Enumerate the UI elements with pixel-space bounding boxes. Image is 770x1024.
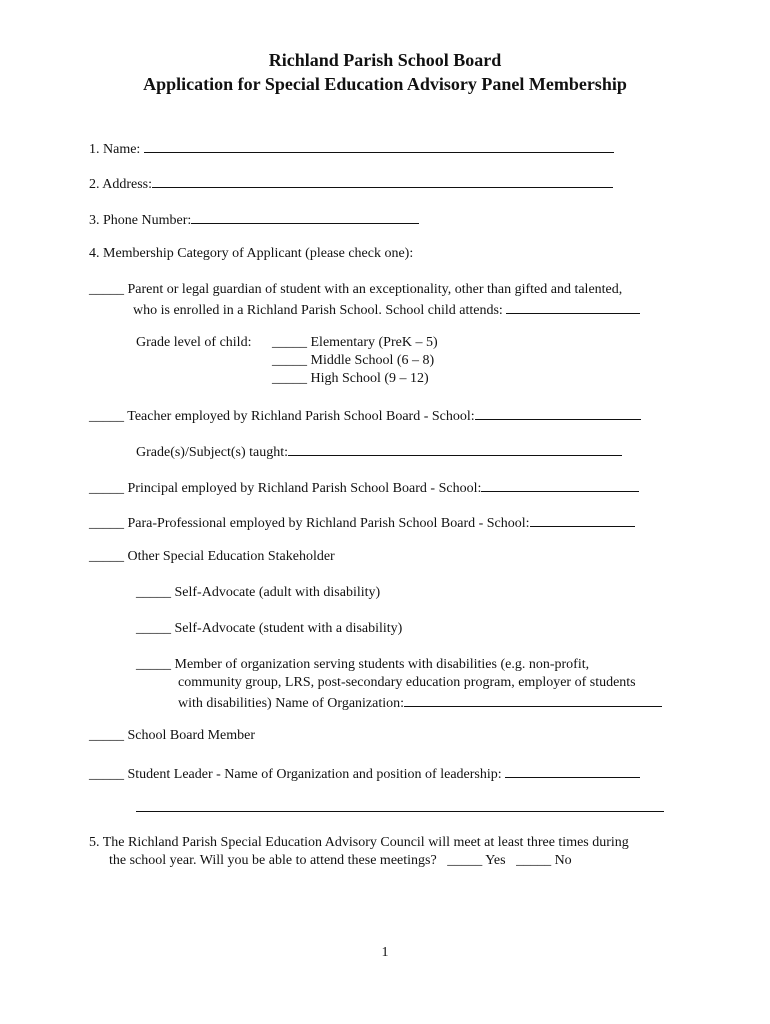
other-row [89,548,335,566]
para-row [89,512,635,533]
student-leader-field-2[interactable] [136,797,664,812]
student-leader-label: Student Leader - Name of Organization and position of leadership: [127,767,502,782]
parent-checkbox[interactable]: _____ [89,282,124,297]
self-advocate-student-label: Self-Advocate (student with a disability) [174,621,403,636]
para-school-field[interactable] [530,512,635,527]
address-row [89,173,613,194]
subject-row [136,441,622,462]
address-field[interactable] [152,173,613,188]
other-label: Other Special Education Stakeholder [127,549,335,564]
subject-label: Grade(s)/Subject(s) taught: [136,445,289,460]
board-member-row [89,727,255,745]
school-child-attends-field[interactable] [506,299,640,314]
address-label: 2. Address: [89,177,152,192]
name-label: 1. Name: [89,142,141,157]
middle-school-label: Middle School (6 – 8) [310,353,435,368]
organization-name-row [178,692,662,713]
parent-row [89,281,622,299]
teacher-label: Teacher employed by Richland Parish School Board - School: [127,409,475,424]
elementary-label: Elementary (PreK – 5) [310,335,438,350]
principal-row [89,477,639,498]
page-number: 1 [381,945,389,960]
self-advocate-adult-checkbox[interactable]: _____ [136,585,171,600]
membership-heading: 4. Membership Category of Applicant (please check one): [89,246,414,261]
self-advocate-student-row [136,620,402,638]
title-line-2: Application for Special Education Advisory Panel Membership [143,74,627,94]
phone-row [89,209,419,230]
student-leader-row [89,763,640,784]
teacher-checkbox[interactable]: _____ [89,409,124,424]
para-label: Para-Professional employed by Richland Parish School Board - School: [127,516,530,531]
board-member-label: School Board Member [127,728,256,743]
grade-option-middle [272,352,434,370]
principal-checkbox[interactable]: _____ [89,481,124,496]
board-member-checkbox[interactable]: _____ [89,728,124,743]
grade-option-high [272,370,429,388]
self-advocate-student-checkbox[interactable]: _____ [136,621,171,636]
subject-field[interactable] [288,441,622,456]
student-leader-checkbox[interactable]: _____ [89,767,124,782]
organization-name-field[interactable] [404,692,662,707]
organization-member-line2: community group, LRS, post-secondary education program, employer of students [178,675,636,690]
no-label: No [554,853,572,868]
question5-line2: the school year. Will you be able to attend these meetings? [109,853,437,868]
parent-row-2 [133,299,640,320]
parent-label-line1: Parent or legal guardian of student with an exceptionality, other than gifted and talented, [127,282,623,297]
para-checkbox[interactable]: _____ [89,516,124,531]
organization-member-row [136,656,589,674]
title-line-1: Richland Parish School Board [268,50,502,70]
phone-label: 3. Phone Number: [89,213,192,228]
parent-label-line2: who is enrolled in a Richland Parish School. School child attends: [133,303,503,318]
grade-option-elementary [272,334,438,352]
principal-school-field[interactable] [481,477,639,492]
student-leader-field[interactable] [505,763,640,778]
high-school-label: High School (9 – 12) [310,371,429,386]
organization-member-line1: Member of organization serving students with disabilities (e.g. non-profit, [174,657,590,672]
self-advocate-adult-row [136,584,380,602]
grade-level-label: Grade level of child: [136,335,252,350]
organization-member-checkbox[interactable]: _____ [136,657,171,672]
middle-school-checkbox[interactable]: _____ [272,353,307,368]
principal-label: Principal employed by Richland Parish School Board - School: [127,481,482,496]
question5-row2 [109,852,572,870]
other-checkbox[interactable]: _____ [89,549,124,564]
yes-checkbox[interactable]: _____ [447,853,483,868]
high-school-checkbox[interactable]: _____ [272,371,307,386]
organization-member-line3: with disabilities) Name of Organization: [178,696,405,711]
self-advocate-adult-label: Self-Advocate (adult with disability) [174,585,381,600]
yes-label: Yes [485,853,506,868]
no-checkbox[interactable]: _____ [516,853,552,868]
phone-field[interactable] [191,209,419,224]
elementary-checkbox[interactable]: _____ [272,335,307,350]
student-leader-extra-line [136,797,664,818]
name-row [89,138,614,159]
question5-line1: 5. The Richland Parish Special Education Advisory Council will meet at least three times during [89,835,629,850]
teacher-school-field[interactable] [475,405,641,420]
name-field[interactable] [144,138,614,153]
teacher-row [89,405,641,426]
